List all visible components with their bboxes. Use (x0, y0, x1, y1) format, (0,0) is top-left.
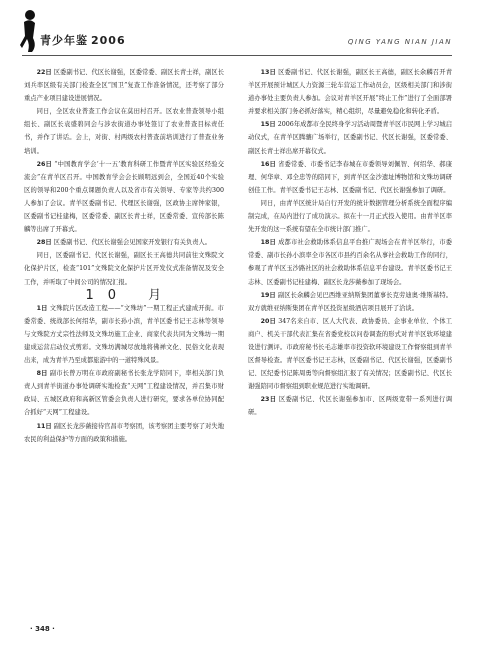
chronicle-entry (248, 289, 452, 315)
entry-date: 11日 (36, 422, 52, 430)
entry-date: 13日 (260, 69, 276, 76)
entry-date: 16日 (260, 160, 276, 168)
chronicle-entry (24, 236, 224, 249)
left-column (24, 66, 224, 446)
entry-text: 2006年成都市全民终身学习活动周暨青羊区市民网上学习城启动仪式，在青羊区腾骧广场举行，区委副书记、代区长谢强，区委常委、副区长青士祥出席开幕仪式。 (248, 121, 452, 155)
chronicle-entry (24, 302, 224, 367)
entry-text: 347名来自市、区人大代表、政协委员、企事业单位、个体工商户、机关干部代表汇集在省委党校以问卷调查的形式对青羊区软环境建设进行测评。市政府秘书长毛志雄率市投资软环境建设工作督察组到青羊区督导检查。青羊区委书记王志林，区委副书记、代区长谢强，区委副书记、区纪委书记陈周勇等向督察组汇报了有关情况；区委副书记、代区长谢强陪同市督察组到职业规范进行实地调研。 (248, 317, 452, 391)
entry-text: 副市长曾万明在市政府副秘书长张龙学陪同下，率相关部门负责人到青羊街道办事处调研实地检查“天网”工程建设情况，并召集市财政局、五城区政府和高新区管委会负责人进行研究，要求各单位协同配合抓好“天网”工程建设。 (24, 370, 224, 417)
chronicle-entry (248, 393, 452, 419)
entry-date: 22日 (36, 69, 52, 76)
entry-date: 26日 (36, 160, 53, 168)
entry-date: 20日 (260, 317, 277, 325)
entry-text: 同日，全区农业普查工作会议在莫田村召开。区农业普查领导小组组长、副区长袁盛碧同会与涉农街道办事处签订了农业普查目标责任书，并作了讲话。会上，对街、村两级农村普查前培训进行了普查业务培训。 (24, 108, 224, 155)
entry-text: 文殊院片区改造工程——“文殊坊”一期工程正式建成开街。市委常委、统战部长何绍华，副市长孙小滨，青羊区委书记王志林等领导与文殊院方丈宗性法师及文殊坊施工企业、商家代表共同为文殊坊一期建成运营启动仪式剪彩。文殊坊满城尽放地将佛禅文化、民俗文化表现出来，成为青羊乃至成都旅游中的一道特殊风景。 (24, 304, 224, 365)
annual-title: 青少年鉴 2006 (40, 34, 126, 47)
chronicle-entry (24, 420, 224, 446)
entry-text: 副区长余麟会见巴西维亚纳斯集团董事长克劳迪奥·维斯基特。双方就维亚纳斯集团在青羊区投资星级酒店项目展开了洽谈。 (248, 291, 452, 312)
header-pinyin: QING YANG NIAN JIAN (347, 38, 452, 46)
chronicle-entry (24, 367, 224, 419)
header-rule (22, 55, 452, 56)
entry-date: 8日 (36, 370, 48, 378)
entry-text: 区委副书记、代区长谢强参加市、区两级宽带一系列进行调研。 (248, 396, 453, 417)
chronicle-entry (248, 197, 452, 236)
entry-text: 同日，区委副书记、代区长谢强，副区长王高德共同前往文殊院文化保护片区，检查“101”文殊院文化保护片区开发仪式准备情况及安全工作，并听取了中间公司的情况汇报。 (24, 252, 224, 286)
logo-figure-icon (18, 8, 40, 54)
entry-date: 15日 (260, 121, 276, 129)
entry-text: 成都市社会救助体系信息平台推广现场会在青羊区举行，市委常委、副市长孙小滨率全市各区市县约百余名从事社会救助工作的同行，参观了青羊区玉沙路社区的社会救助体系信息平台建设。青羊区委书记王志林、区委副书记桂建梅、副区长龙莎薇参加了现场会。 (248, 239, 452, 286)
entry-text: 区委副书记、代区长谢强，区委常委、副区长青士祥，副区长刘兵率区级有关部门检查全区“国卫”复查工作准备情况，还考察了部分重点产业项目建设进展情况。 (24, 69, 224, 103)
entry-text: 省委常委、市委书记李春城在市委领导刘佩智、何绍华、郝康理、何华章、邓全忠等的陪同下，到青羊区金沙遗址博物馆和文殊坊调研创佳工作。青羊区委书记王志林、区委副书记、代区长谢强参加了调研。 (248, 160, 452, 194)
page-header (0, 0, 480, 62)
entry-text: 区委副书记、代区长谢强，副区长王高德，副区长余麟召开青羊区开展预计城区人力资源三轮车营运工作动员会，区级相关部门和涉街道办事处主要负责人参加。会议对青羊区开展“终止工作”进行了全面部署并要求相关部门务必抓好落实，精心组织，尽量避免稳化和转化矛盾。 (248, 69, 452, 116)
entry-date: 18日 (260, 239, 276, 247)
chronicle-entry (24, 158, 224, 237)
entry-date: 28日 (36, 239, 52, 247)
entry-text: “中国教育学会‘十一五’教育科研工作暨青羊区实验区经验交流会”在青羊区召开。中国教育学会会长顾明远到会，全国近40个实验区的领导和200个重点课题负责人以及省市有关领导、专家等共约300人参加了会议。青羊区委副书记、代理区长谢强，区政协主席钟家银，区委副书记桂建梅，区委常委、副区长青士祥，区委常委、宣传部长陈麟等出席了开幕式。 (24, 160, 224, 234)
chronicle-entry (248, 158, 452, 197)
chronicle-entry (248, 118, 452, 157)
right-column (248, 66, 452, 420)
entry-date: 1日 (36, 304, 48, 312)
chronicle-entry (24, 105, 224, 157)
page-number: · 348 · (30, 625, 55, 633)
chronicle-entry (24, 66, 224, 105)
chronicle-entry (24, 249, 224, 288)
month-heading: 10 月 (85, 287, 176, 303)
chronicle-entry (248, 66, 452, 118)
entry-text: 副区长龙莎薇接待官昌市考察团，该考察团主要考察了对失地农民的利益保护等方面的政策和措施。 (24, 422, 224, 443)
entry-text: 同日，由青羊区统计局自行开发的统计数据管理分析系统全面程序编制完成，在局内进行了成功演示。拟在十一月正式投入使用。由青羊区率先开发的这一系统有望在全市统计部门推广。 (248, 199, 452, 234)
entry-date: 23日 (260, 396, 277, 404)
chronicle-entry (248, 236, 452, 288)
chronicle-entry (248, 315, 452, 394)
entry-text: 区委副书记、代区长谢强会见国家开发银行有关负责人。 (53, 239, 212, 247)
entry-date: 19日 (260, 291, 276, 299)
